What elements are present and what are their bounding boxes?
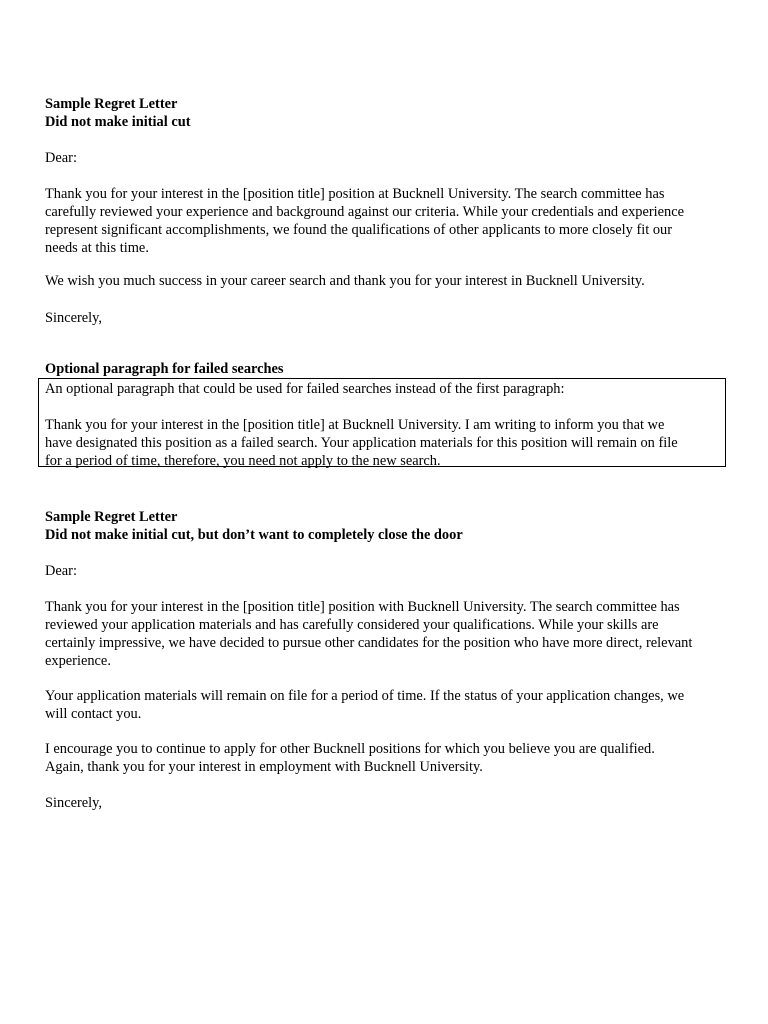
optional-heading: Optional paragraph for failed searches — [45, 361, 284, 377]
letter-1 — [45, 95, 735, 131]
paragraph-line: Thank you for your interest in the [position title] position at Bucknell University. The search committee has — [45, 186, 665, 202]
paragraph-line: certainly impressive, we have decided to pursue other candidates for the position who have more direct, relevant — [45, 635, 693, 651]
paragraph-line: Thank you for your interest in the [position title] position with Bucknell University. The search committee has — [45, 599, 680, 615]
paragraph-line: Again, thank you for your interest in employment with Bucknell University. — [45, 759, 483, 775]
paragraph-line: experience. — [45, 653, 111, 669]
letter-1-salutation: Dear: — [45, 150, 77, 166]
letter-2-paragraph-2 — [45, 687, 735, 723]
letter-2-paragraph-1 — [45, 598, 735, 670]
letter-2-title: Sample Regret Letter — [45, 509, 178, 525]
paragraph-line: I encourage you to continue to apply for other Bucknell positions for which you believe you are qualified. — [45, 741, 655, 757]
paragraph-line: for a period of time, therefore, you need not apply to the new search. — [45, 453, 441, 469]
paragraph-line: represent significant accomplishments, we found the qualifications of other applicants to more closely fit our — [45, 222, 673, 238]
letter-1-closing: Sincerely, — [45, 310, 103, 326]
letter-2-subtitle: Did not make initial cut, but don’t want to completely close the door — [45, 527, 463, 543]
letter-1-title: Sample Regret Letter — [45, 96, 178, 112]
letter-2-salutation: Dear: — [45, 563, 77, 579]
letter-2-closing: Sincerely, — [45, 795, 103, 811]
paragraph-line: Thank you for your interest in the [position title] at Bucknell University. I am writing to inform you that we — [45, 417, 665, 433]
paragraph-line: will contact you. — [45, 706, 142, 722]
optional-paragraph-box — [38, 378, 726, 467]
paragraph-line: needs at this time. — [45, 240, 149, 256]
letter-2-paragraph-3 — [45, 740, 735, 776]
paragraph-line: have designated this position as a failed search. Your application materials for this position will remain on file — [45, 435, 678, 451]
paragraph-line: carefully reviewed your experience and background against our criteria. While your credentials and experience — [45, 204, 685, 220]
letter-1-paragraph-1 — [45, 185, 735, 257]
spacer — [45, 398, 678, 416]
paragraph-line: We wish you much success in your career search and thank you for your interest in Bucknell University. — [45, 273, 645, 289]
optional-intro: An optional paragraph that could be used for failed searches instead of the first paragraph: — [45, 381, 565, 397]
letter-1-subtitle: Did not make initial cut — [45, 114, 191, 130]
letter-2 — [45, 508, 735, 544]
paragraph-line: reviewed your application materials and has carefully considered your qualifications. While your skills are — [45, 617, 659, 633]
paragraph-line: Your application materials will remain on file for a period of time. If the status of your application changes, we — [45, 688, 685, 704]
letter-1-paragraph-2 — [45, 272, 735, 290]
